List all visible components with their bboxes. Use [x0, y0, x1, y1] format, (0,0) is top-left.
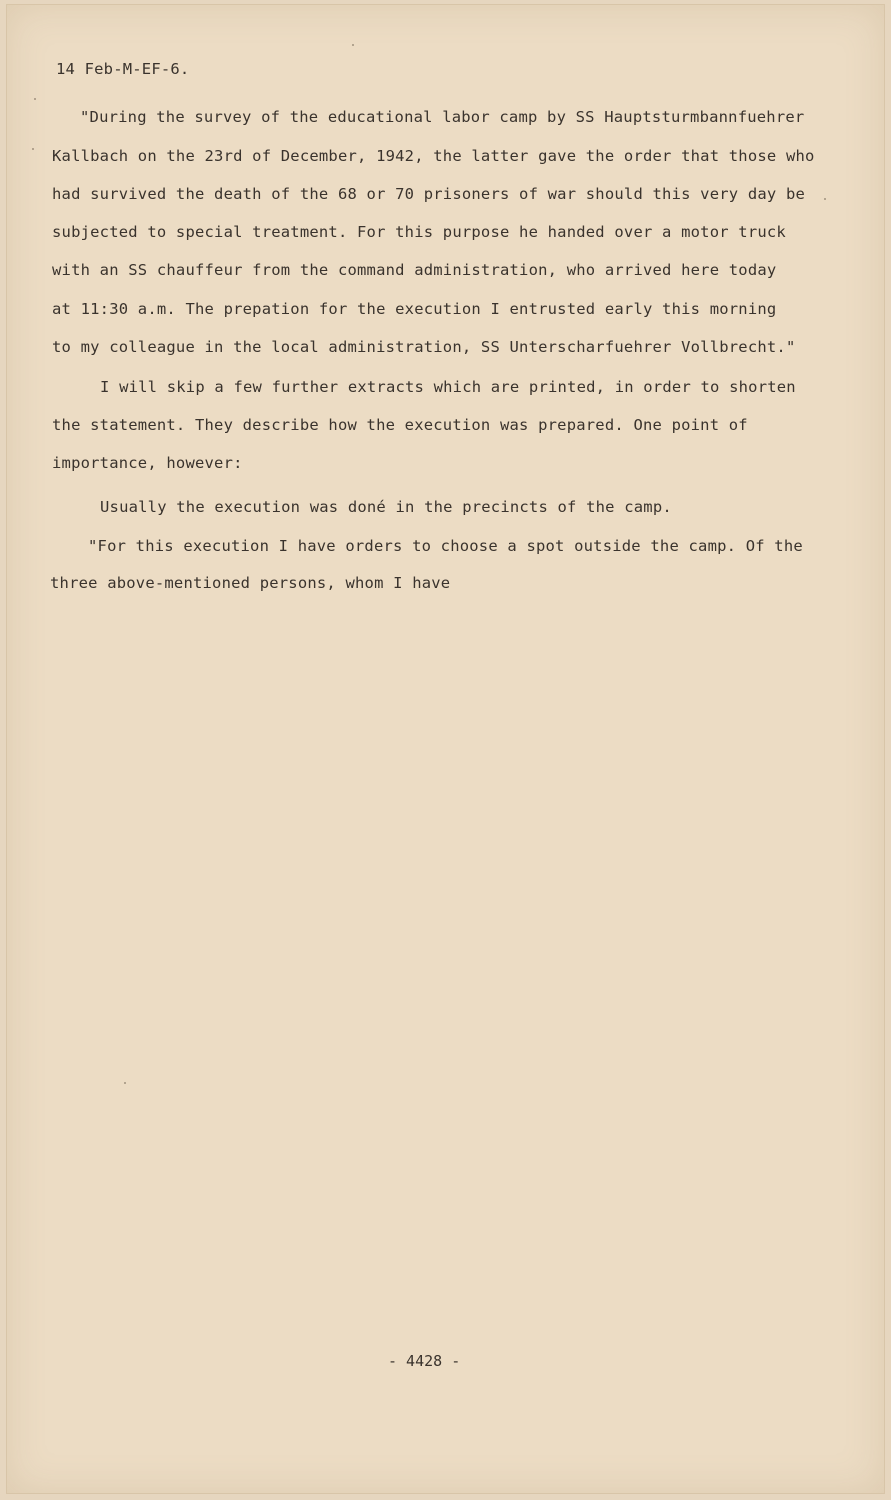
text-line-13: three above-mentioned persons, whom I have	[50, 574, 451, 592]
text-line-1: "During the survey of the educational labor camp by SS Hauptsturmbannfuehrer	[80, 108, 805, 126]
text-line-3: had survived the death of the 68 or 70 prisoners of war should this very day be	[52, 185, 806, 203]
text-line-11: Usually the execution was doné in the precincts of the camp.	[100, 498, 672, 516]
text-line-9: the statement. They describe how the execution was prepared. One point of	[52, 416, 748, 434]
text-line-12: "For this execution I have orders to choose a spot outside the camp. Of the	[88, 537, 803, 555]
text-line-2: Kallbach on the 23rd of December, 1942, the latter gave the order that those who	[52, 147, 815, 165]
document-header: 14 Feb-M-EF-6.	[56, 60, 190, 78]
text-line-7: to my colleague in the local administration, SS Unterscharfuehrer Vollbrecht."	[52, 338, 796, 356]
paper-speck	[824, 198, 826, 200]
text-line-10: importance, however:	[52, 454, 243, 472]
text-line-8: I will skip a few further extracts which are printed, in order to shorten	[100, 378, 796, 396]
paper-speck	[34, 98, 36, 100]
page-number: - 4428 -	[388, 1352, 461, 1370]
paper-speck	[124, 1082, 126, 1084]
paper-speck	[32, 148, 34, 150]
text-line-5: with an SS chauffeur from the command administration, who arrived here today	[52, 261, 777, 279]
text-line-4: subjected to special treatment. For this purpose he handed over a motor truck	[52, 223, 786, 241]
paper-speck	[352, 44, 354, 46]
text-line-6: at 11:30 a.m. The prepation for the execution I entrusted early this morning	[52, 300, 777, 318]
